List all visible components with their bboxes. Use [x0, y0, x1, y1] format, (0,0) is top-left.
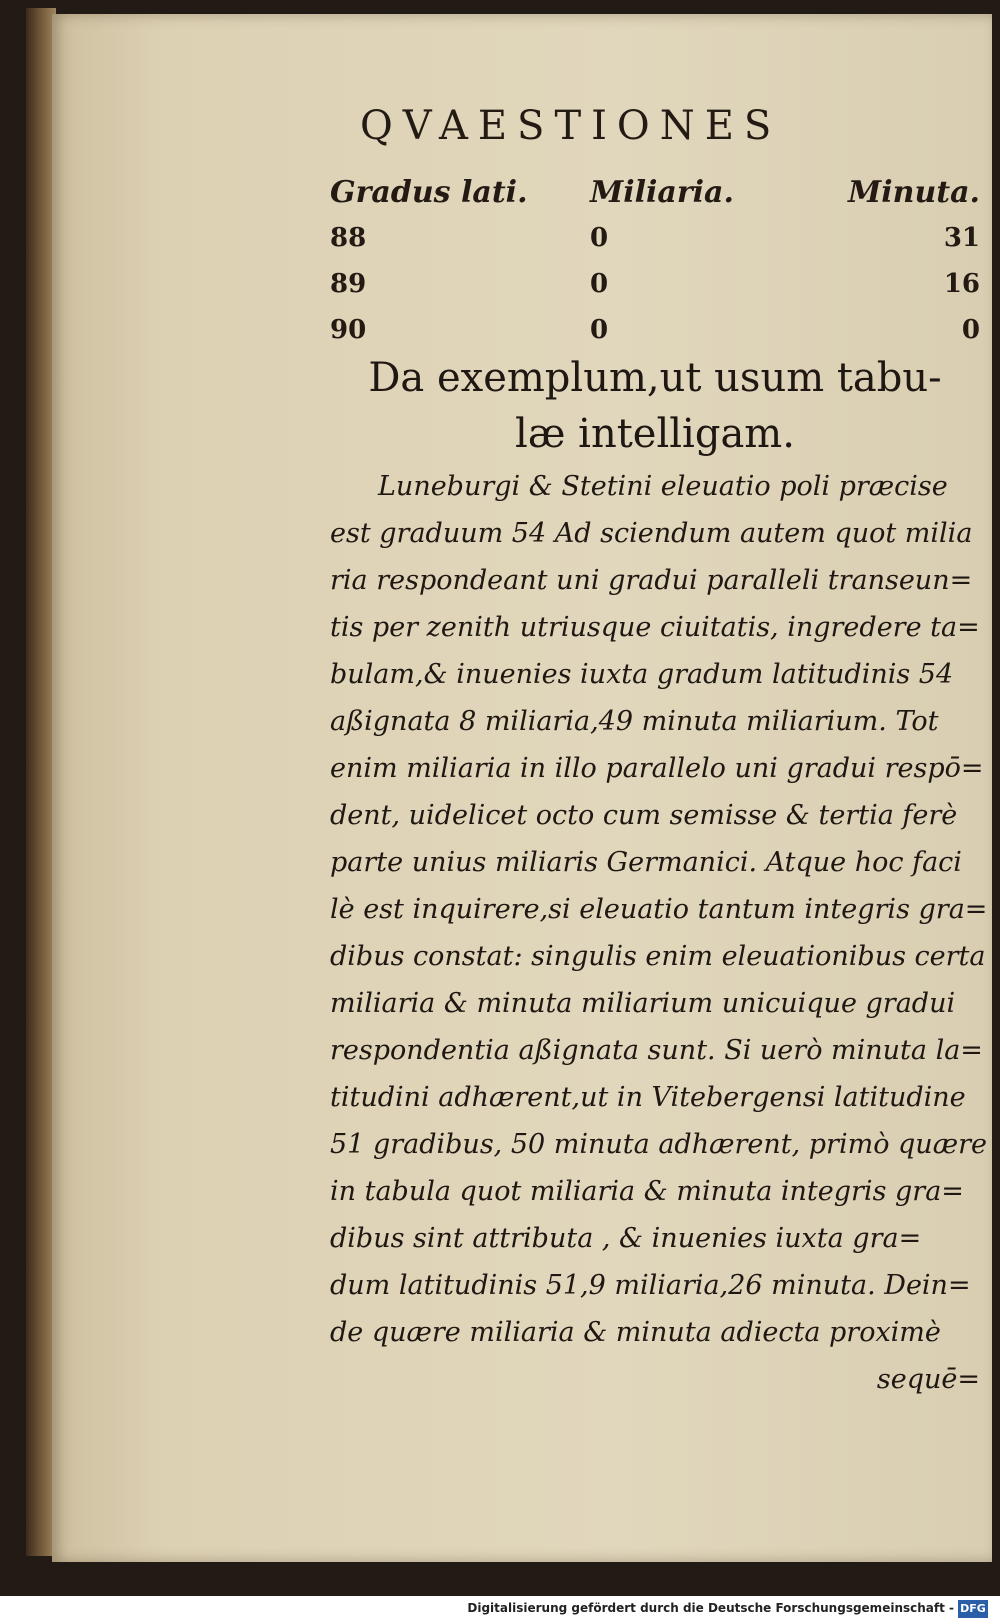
cell-minuta: 0 — [961, 315, 980, 345]
table-row — [330, 223, 980, 269]
cell-gradus: 90 — [330, 315, 367, 345]
text-line: 51 gradibus, 50 minuta adhærent, primò quære — [330, 1129, 987, 1160]
text-line: in tabula quot miliaria & minuta integris gra= — [330, 1176, 964, 1207]
text-line: titudini adhærent,ut in Vitebergensi latitudine — [330, 1082, 966, 1113]
text-line: tis per zenith utriusque ciuitatis, ingredere ta= — [330, 612, 980, 643]
heading-line: Da exemplum,ut usum tabu- — [368, 355, 942, 401]
table-row — [330, 269, 980, 315]
cell-minuta: 16 — [943, 269, 980, 299]
header-gradus: Gradus lati. — [330, 175, 528, 210]
text-line: respondentia aßignata sunt. Si uerò minuta la= — [330, 1035, 983, 1066]
text-line: parte unius miliaris Germanici. Atque hoc faci — [330, 847, 962, 878]
running-head: QVAESTIONES — [360, 103, 782, 149]
text-line: Luneburgi & Stetini eleuatio poli præcise — [378, 471, 948, 502]
text-line: dibus constat: singulis enim eleuationibus certa — [330, 941, 986, 972]
footer-credit: Digitalisierung gefördert durch die Deutsche Forschungsgemeinschaft - — [467, 1601, 954, 1615]
text-line: aßignata 8 miliaria,49 minuta miliarium. Tot — [330, 706, 939, 737]
body-paragraph — [330, 463, 988, 1403]
header-miliaria: Miliaria. — [590, 175, 734, 210]
dfg-logo-icon: DFG — [958, 1600, 988, 1618]
text-line: dibus sint attributa , & inuenies iuxta gra= — [330, 1223, 922, 1254]
text-line: enim miliaria in illo parallelo uni gradui respō= — [330, 753, 984, 784]
cell-miliaria: 0 — [590, 223, 609, 253]
header-minuta: Minuta. — [848, 175, 980, 210]
text-line: dum latitudinis 51,9 miliaria,26 minuta. Dein= — [330, 1270, 971, 1301]
cell-miliaria: 0 — [590, 315, 609, 345]
text-line: de quære miliaria & minuta adiecta proximè — [330, 1317, 941, 1348]
footer-bar — [0, 1596, 1000, 1624]
text-line: est graduum 54 Ad sciendum autem quot milia — [330, 518, 973, 549]
catchword: sequē= — [876, 1364, 980, 1395]
latitude-table — [330, 175, 980, 361]
text-line: miliaria & minuta miliarium unicuique gradui — [330, 988, 956, 1019]
text-line: dent, uidelicet octo cum semisse & tertia ferè — [330, 800, 958, 831]
text-line: lè est inquirere,si eleuatio tantum integris gra= — [330, 894, 988, 925]
cell-minuta: 31 — [943, 223, 980, 253]
cell-gradus: 88 — [330, 223, 367, 253]
text-line: bulam,& inuenies iuxta gradum latitudinis 54 — [330, 659, 954, 690]
section-heading — [330, 350, 980, 462]
table-header — [330, 175, 980, 223]
heading-line: læ intelligam. — [515, 411, 795, 457]
cell-miliaria: 0 — [590, 269, 609, 299]
text-line: ria respondeant uni gradui paralleli transeun= — [330, 565, 973, 596]
cell-gradus: 89 — [330, 269, 367, 299]
